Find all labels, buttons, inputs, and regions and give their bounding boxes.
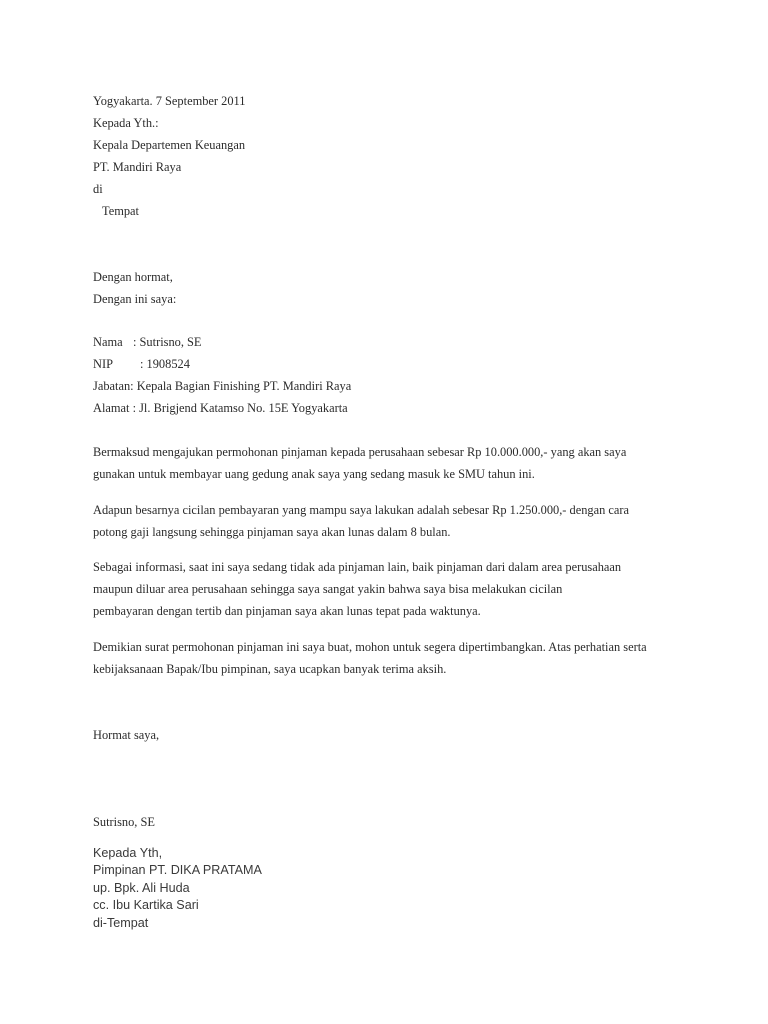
recipient-position: Kepala Departemen Keuangan <box>93 138 246 152</box>
paragraph-4-line-1: Demikian surat permohonan pinjaman ini saya buat, mohon untuk segera dipertimbangkan. Atas perhatian serta <box>93 640 647 654</box>
closing: Hormat saya, <box>93 728 160 742</box>
identity-alamat: Alamat : Jl. Brigjend Katamso No. 15E Yogyakarta <box>93 401 348 415</box>
paragraph-3-line-3: pembayaran dengan tertib dan pinjaman saya akan lunas tepat pada waktunya. <box>93 604 481 618</box>
footer-address-line-5: di-Tempat <box>93 916 149 930</box>
paragraph-1-line-1: Bermaksud mengajukan permohonan pinjaman kepada perusahaan sebesar Rp 10.000.000,- yang akan saya <box>93 445 627 459</box>
paragraph-2-line-2: potong gaji langsung sehingga pinjaman saya akan lunas dalam 8 bulan. <box>93 525 451 539</box>
paragraph-4-line-2: kebijaksanaan Bapak/Ibu pimpinan, saya ucapkan banyak terima aksih. <box>93 662 447 676</box>
identity-jabatan: Jabatan: Kepala Bagian Finishing PT. Mandiri Raya <box>93 379 352 393</box>
nama-value: : Sutrisno, SE <box>133 335 202 349</box>
nip-label: NIP <box>93 357 113 371</box>
recipient-di: di <box>93 182 103 196</box>
identity-nip <box>93 356 190 372</box>
nip-value: : 1908524 <box>140 357 190 371</box>
intro: Dengan ini saya: <box>93 292 177 306</box>
recipient-kepada: Kepada Yth.: <box>93 116 159 130</box>
identity-nama <box>93 334 202 350</box>
nama-label: Nama <box>93 335 123 349</box>
footer-address-line-4: cc. Ibu Kartika Sari <box>93 898 199 912</box>
footer-address-line-2: Pimpinan PT. DIKA PRATAMA <box>93 863 262 877</box>
greeting: Dengan hormat, <box>93 270 173 284</box>
signature-name: Sutrisno, SE <box>93 815 155 829</box>
place-date: Yogyakarta. 7 September 2011 <box>93 94 246 108</box>
recipient-tempat: Tempat <box>102 204 139 218</box>
footer-address-line-1: Kepada Yth, <box>93 846 163 860</box>
paragraph-3-line-2: maupun diluar area perusahaan sehingga saya sangat yakin bahwa saya bisa melakukan cicilan <box>93 582 563 596</box>
paragraph-1-line-2: gunakan untuk membayar uang gedung anak saya yang sedang masuk ke SMU tahun ini. <box>93 467 535 481</box>
paragraph-2-line-1: Adapun besarnya cicilan pembayaran yang mampu saya lakukan adalah sebesar Rp 1.250.000,- dengan cara <box>93 503 630 517</box>
paragraph-3-line-1: Sebagai informasi, saat ini saya sedang tidak ada pinjaman lain, baik pinjaman dari dalam area perusahaan <box>93 560 622 574</box>
recipient-company: PT. Mandiri Raya <box>93 160 182 174</box>
footer-address-line-3: up. Bpk. Ali Huda <box>93 881 190 895</box>
